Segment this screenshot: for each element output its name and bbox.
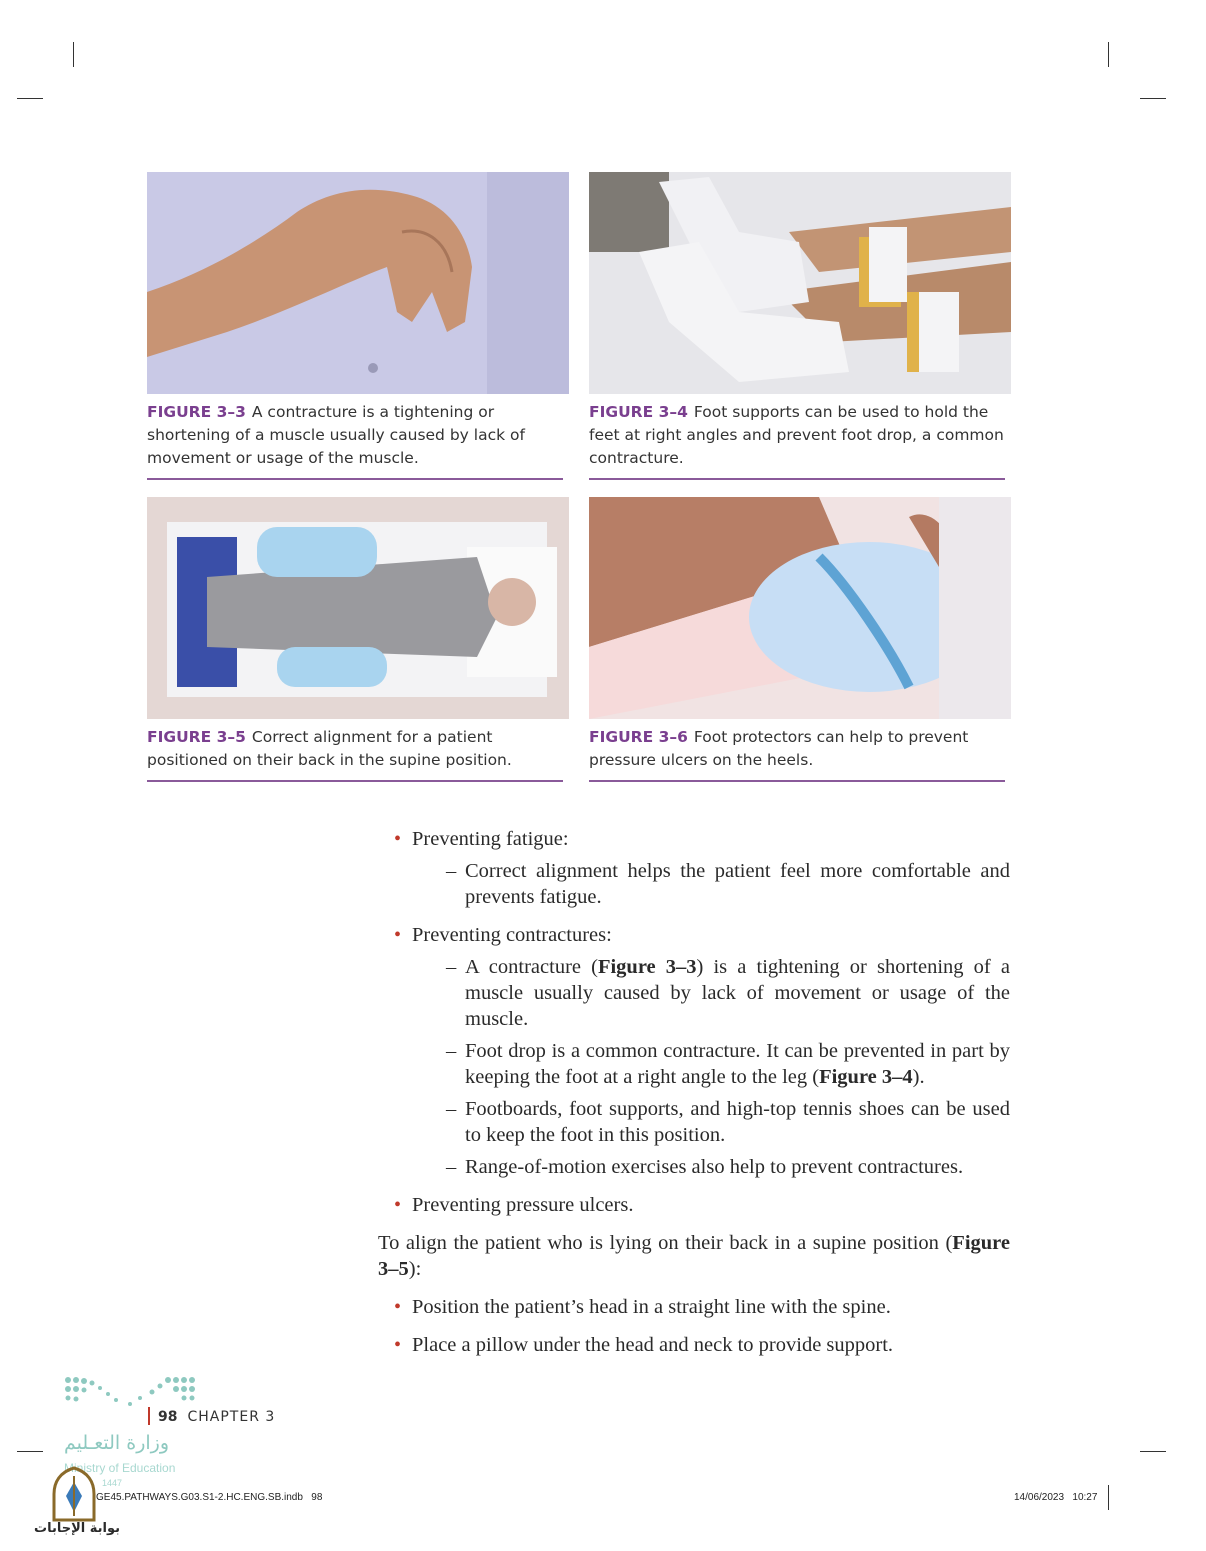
footer-divider <box>148 1407 150 1425</box>
figure-caption <box>147 726 569 780</box>
sub-item <box>412 954 1010 1032</box>
ministry-arabic-name: وزارة التعـليم <box>64 1432 170 1454</box>
sub-item <box>412 1096 1010 1148</box>
page-footer <box>148 1407 275 1425</box>
caption-rule <box>589 780 1005 782</box>
figure-caption <box>147 401 569 478</box>
foot-protectors-photo <box>589 497 1011 719</box>
caption-rule <box>147 780 563 782</box>
sub-text: ) is a tightening or shortening of a muscle usually caused by lack of movement or usage of the muscle. <box>465 956 1010 1030</box>
sub-text: Correct alignment helps the patient feel more comfortable and prevents fatigue. <box>465 860 1010 908</box>
sub-text: Foot drop is a common contracture. It can be prevented in part by keeping the foot at a right angle to the leg ( <box>465 1040 1010 1088</box>
figure-reference: Figure 3–4 <box>819 1066 913 1088</box>
crop-mark <box>17 1451 43 1452</box>
contracture-hand-photo <box>147 172 569 394</box>
bullet-icon: • <box>394 828 402 850</box>
sub-text: A contracture ( <box>465 956 598 978</box>
caption-text: A contracture is a tightening or shortening of a muscle usually caused by lack of movement or usage of the muscle. <box>147 403 525 467</box>
crop-mark <box>1108 1485 1109 1510</box>
bullet-text: Place a pillow under the head and neck to provide support. <box>412 1334 894 1356</box>
bullet-text: Preventing fatigue: <box>412 828 569 850</box>
bullet-item <box>378 1294 1010 1320</box>
sub-text: ). <box>912 1066 925 1088</box>
dash-icon: – <box>446 956 457 978</box>
sub-text: Range-of-motion exercises also help to prevent contractures. <box>465 1156 964 1178</box>
sub-item <box>412 858 1010 910</box>
caption-text: Foot protectors can help to prevent pressure ulcers on the heels. <box>589 728 969 769</box>
body-text <box>378 826 1010 1370</box>
bullet-item <box>378 1332 1010 1358</box>
file-slug: GE45.PATHWAYS.G03.S1-2.HC.ENG.SB.indb 98 <box>96 1492 323 1503</box>
crop-mark <box>1108 42 1109 67</box>
figure-caption <box>589 401 1011 478</box>
caption-text: Correct alignment for a patient positioned on their back in the supine position. <box>147 728 512 769</box>
figure-3-4 <box>589 172 1011 480</box>
caption-text: Foot supports can be used to hold the feet at right angles and prevent foot drop, a common contracture. <box>589 403 1004 467</box>
year-label: 1447 <box>102 1478 123 1488</box>
bullet-text: Position the patient’s head in a straight line with the spine. <box>412 1296 891 1318</box>
bullet-item <box>378 826 1010 910</box>
foot-supports-photo <box>589 172 1011 394</box>
figure-caption <box>589 726 1011 780</box>
figure-number: FIGURE 3–5 <box>147 728 246 746</box>
page-number: 98 <box>158 1409 178 1425</box>
dash-icon: – <box>446 860 457 882</box>
crop-mark <box>73 42 74 67</box>
dash-icon: – <box>446 1098 457 1120</box>
figure-number: FIGURE 3–6 <box>589 728 688 746</box>
sub-item <box>412 1154 1010 1180</box>
sub-text: Footboards, foot supports, and high-top tennis shoes can be used to keep the foot in this position. <box>465 1098 1010 1146</box>
bullet-icon: • <box>394 1334 402 1356</box>
bullet-item <box>378 922 1010 1180</box>
figure-3-5 <box>147 497 569 782</box>
paragraph-text: To align the patient who is lying on their back in a supine position ( <box>378 1232 953 1254</box>
dash-icon: – <box>446 1040 457 1062</box>
date-slug: 14/06/2023 10:27 <box>1014 1492 1098 1503</box>
figure-number: FIGURE 3–3 <box>147 403 246 421</box>
figure-3-3 <box>147 172 569 480</box>
figure-reference: Figure 3–5 <box>378 1232 1010 1280</box>
figure-number: FIGURE 3–4 <box>589 403 688 421</box>
figure-3-6 <box>589 497 1011 782</box>
figure-reference: Figure 3–3 <box>597 956 697 978</box>
sub-item <box>412 1038 1010 1090</box>
caption-rule <box>147 478 563 480</box>
crop-mark <box>1140 98 1166 99</box>
caption-rule <box>589 478 1005 480</box>
bullet-text: Preventing contractures: <box>412 924 612 946</box>
bullet-icon: • <box>394 924 402 946</box>
bullet-icon: • <box>394 1194 402 1216</box>
crop-mark <box>17 98 43 99</box>
paragraph <box>378 1230 1010 1282</box>
supine-position-photo <box>147 497 569 719</box>
paragraph-text: ): <box>408 1258 422 1280</box>
chapter-label: CHAPTER 3 <box>187 1409 276 1425</box>
crop-mark <box>1140 1451 1166 1452</box>
answers-portal-emblem-icon <box>50 1466 98 1522</box>
ministry-english-name: Ministry of Education <box>64 1461 176 1475</box>
watermark-arabic-text: بوابة الإجابات <box>34 1521 120 1536</box>
dash-icon: – <box>446 1156 457 1178</box>
bullet-icon: • <box>394 1296 402 1318</box>
bullet-item <box>378 1192 1010 1218</box>
bullet-text: Preventing pressure ulcers. <box>412 1194 634 1216</box>
